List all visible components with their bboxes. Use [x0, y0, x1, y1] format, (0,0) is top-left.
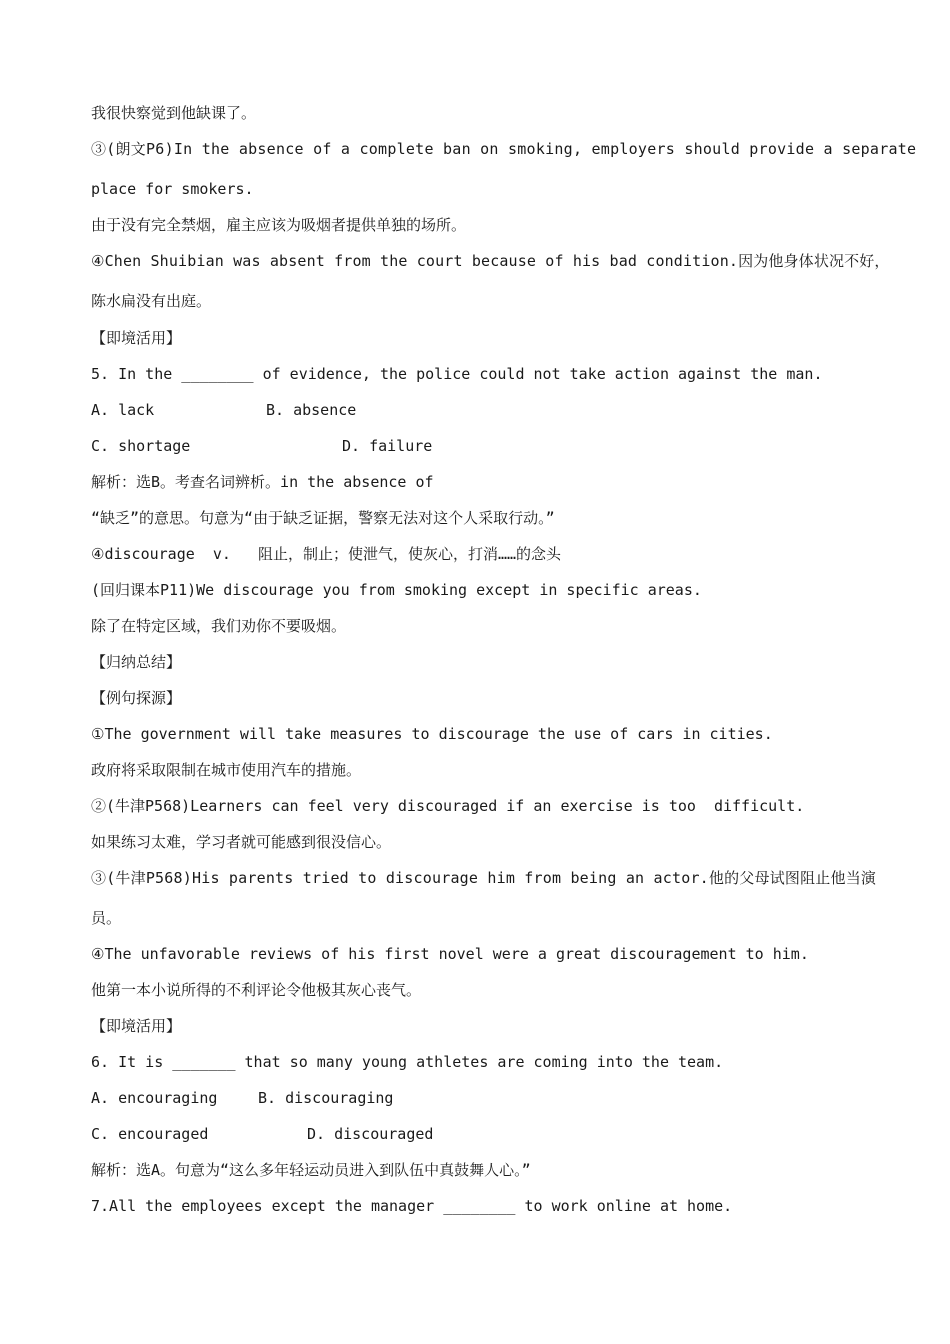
- text-line: 解析：选A。句意为“这么多年轻运动员进入到队伍中真鼓舞人心。”: [91, 1161, 531, 1179]
- text-line: 政府将采取限制在城市使用汽车的措施。: [91, 761, 362, 779]
- q5-option-c: C. shortage: [91, 437, 191, 455]
- q6-option-a: A. encouraging: [91, 1089, 218, 1107]
- section-heading: 【即境活用】: [91, 1017, 182, 1035]
- text-line: 除了在特定区域，我们劝你不要吸烟。: [91, 617, 347, 635]
- text-line: ④The unfavorable reviews of his first novel were a great discouragement to him.: [91, 945, 809, 963]
- text-line: ①The government will take measures to discourage the use of cars in cities.: [91, 725, 773, 743]
- q6-option-c: C. encouraged: [91, 1125, 209, 1143]
- text-line: 我很快察觉到他缺课了。: [91, 104, 257, 122]
- q5-option-a: A. lack: [91, 401, 155, 419]
- q6-option-d: D. discouraged: [307, 1125, 434, 1143]
- text-line: 他第一本小说所得的不利评论令他极其灰心丧气。: [91, 981, 422, 999]
- q6-option-b: B. discouraging: [258, 1089, 394, 1107]
- q5-option-d: D. failure: [342, 437, 433, 455]
- text-line: (回归课本P11)We discourage you from smoking except in specific areas.: [91, 581, 702, 599]
- question-7: 7.All the employees except the manager ________ to work online at home.: [91, 1197, 733, 1215]
- text-line: 由于没有完全禁烟，雇主应该为吸烟者提供单独的场所。: [91, 216, 467, 234]
- section-heading: 【即境活用】: [91, 329, 182, 347]
- question-5: 5. In the ________ of evidence, the police could not take action against the man.: [91, 365, 823, 383]
- section-heading: 【归纳总结】: [91, 653, 182, 671]
- text-line: ④discourage v. 阻止，制止；使泄气，使灰心，打消……的念头: [91, 545, 562, 563]
- text-line: ④Chen Shuibian was absent from the court because of his bad condition.因为他身体状况不好，: [91, 252, 890, 270]
- text-line: 如果练习太难，学习者就可能感到很没信心。: [91, 833, 392, 851]
- text-line: 陈水扁没有出庭。: [91, 292, 212, 310]
- text-line: ②(牛津P568)Learners can feel very discouraged if an exercise is too difficult.: [91, 797, 805, 815]
- question-6: 6. It is _______ that so many young athletes are coming into the team.: [91, 1053, 724, 1071]
- text-line: 解析：选B。考查名词辨析。in the absence of: [91, 473, 434, 491]
- text-line: ③(牛津P568)His parents tried to discourage him from being an actor.他的父母试图阻止他当演: [91, 869, 877, 887]
- section-heading: 【例句探源】: [91, 689, 182, 707]
- text-line: 员。: [91, 909, 122, 927]
- text-line: “缺乏”的意思。句意为“由于缺乏证据，警察无法对这个人采取行动。”: [91, 509, 555, 527]
- text-line: place for smokers.: [91, 180, 254, 198]
- text-line: ③(朗文P6)In the absence of a complete ban on smoking, employers should provide a separate: [91, 140, 917, 158]
- q5-option-b: B. absence: [266, 401, 357, 419]
